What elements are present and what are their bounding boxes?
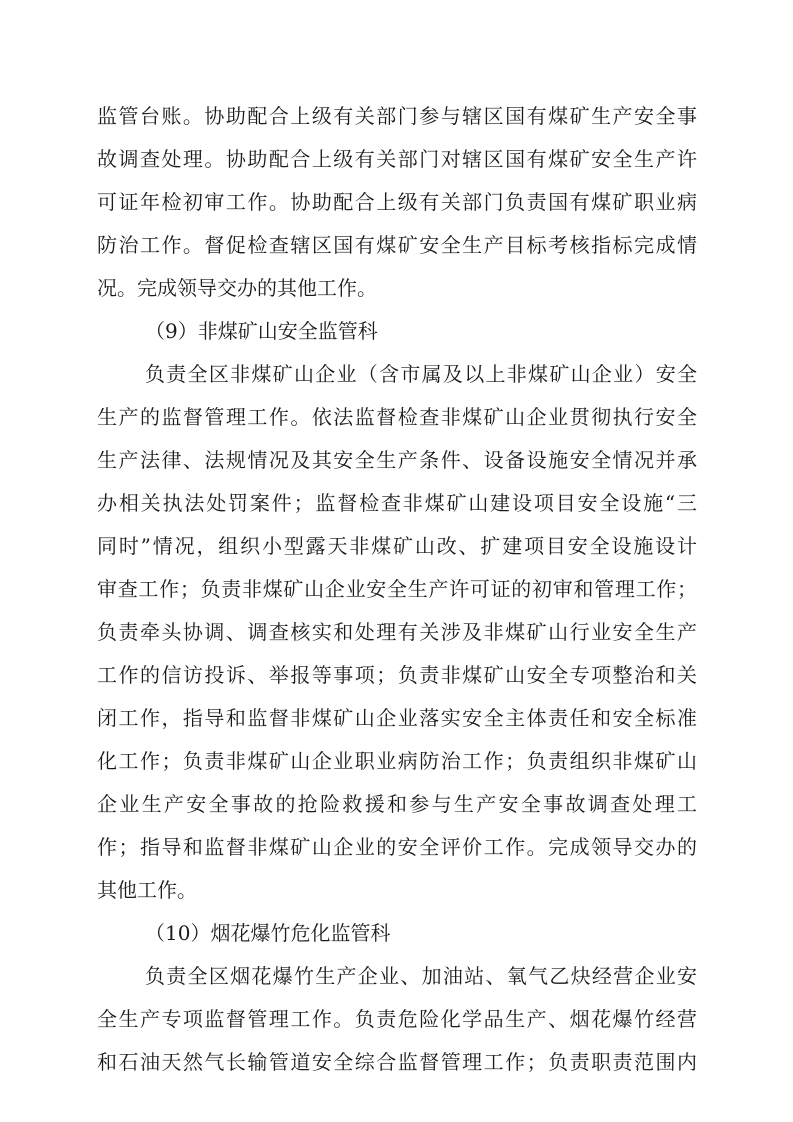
paragraph-line: 负责全区非煤矿山企业（含市属及以上非煤矿山企业）安全 [145, 362, 697, 386]
paragraph-line: 企业生产安全事故的抢险救援和参与生产安全事故调查处理工 [97, 792, 697, 816]
paragraph-line: 防治工作。督促检查辖区国有煤矿安全生产目标考核指标完成情 [97, 233, 697, 257]
paragraph-line: 作；指导和监督非煤矿山企业的安全评价工作。完成领导交办的 [97, 835, 697, 859]
paragraph-line: 工作的信访投诉、举报等事项；负责非煤矿山安全专项整治和关 [97, 663, 697, 687]
paragraph-line: 负责牵头协调、调查核实和处理有关涉及非煤矿山行业安全生产 [97, 620, 697, 644]
section-heading: （10）烟花爆竹危化监管科 [145, 921, 391, 945]
paragraph-line: 故调查处理。协助配合上级有关部门对辖区国有煤矿安全生产许 [97, 147, 697, 171]
paragraph-line: 办相关执法处罚案件；监督检查非煤矿山建设项目安全设施“三 [97, 491, 697, 515]
paragraph-line: 生产法律、法规情况及其安全生产条件、设备设施安全情况并承 [97, 448, 697, 472]
paragraph-line: 监管台账。协助配合上级有关部门参与辖区国有煤矿生产安全事 [97, 104, 697, 128]
paragraph-line: 和石油天然气长输管道安全综合监督管理工作；负责职责范围内 [97, 1050, 697, 1074]
paragraph-line: 审查工作；负责非煤矿山企业安全生产许可证的初审和管理工作； [97, 577, 697, 601]
paragraph-line: 生产的监督管理工作。依法监督检查非煤矿山企业贯彻执行安全 [97, 405, 697, 429]
paragraph-line: 闭工作，指导和监督非煤矿山企业落实安全主体责任和安全标准 [97, 706, 697, 730]
paragraph-line: 负责全区烟花爆竹生产企业、加油站、氧气乙炔经营企业安 [145, 964, 697, 988]
paragraph-line: 化工作；负责非煤矿山企业职业病防治工作；负责组织非煤矿山 [97, 749, 697, 773]
paragraph-line: 况。完成领导交办的其他工作。 [97, 276, 377, 300]
paragraph-line: 同时”情况，组织小型露天非煤矿山改、扩建项目安全设施设计 [97, 534, 697, 558]
section-heading: （9）非煤矿山安全监管科 [145, 319, 378, 343]
paragraph-line: 全生产专项监督管理工作。负责危险化学品生产、烟花爆竹经营 [97, 1007, 697, 1031]
paragraph-line: 其他工作。 [97, 878, 197, 902]
paragraph-line: 可证年检初审工作。协助配合上级有关部门负责国有煤矿职业病 [97, 190, 697, 214]
